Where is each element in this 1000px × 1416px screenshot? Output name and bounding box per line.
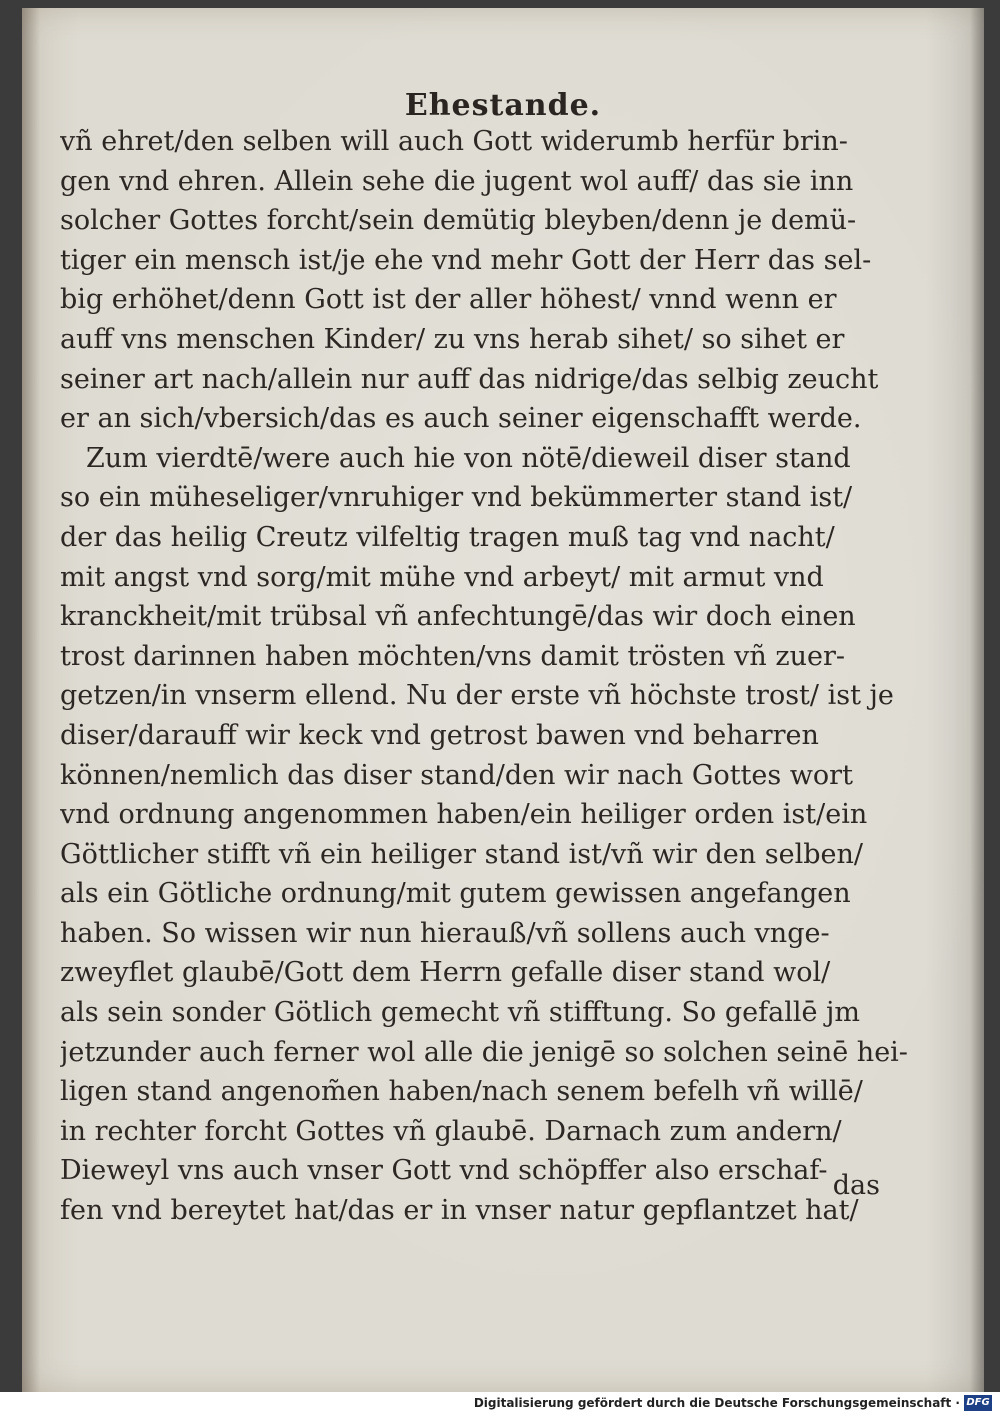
text-line: Göttlicher stifft vñ ein heiliger stand ist/vñ wir den selben/ bbox=[60, 838, 863, 870]
text-line: solcher Gottes forcht/sein demütig bleyben/denn je demü- bbox=[60, 205, 857, 237]
gutter-shadow bbox=[22, 8, 40, 1392]
text-line: mit angst vnd sorg/mit mühe vnd arbeyt/ mit armut vnd bbox=[60, 561, 824, 593]
text-line: so ein müheseliger/vnruhiger vnd bekümmerter stand ist/ bbox=[60, 482, 853, 514]
text-line: können/nemlich das diser stand/den wir nach Gottes wort bbox=[60, 759, 853, 791]
text-line: vñ ehret/den selben will auch Gott widerumb herfür brin- bbox=[60, 126, 848, 157]
text-line: Dieweyl vns auch vnser Gott vnd schöpffer also erschaf- bbox=[60, 1155, 828, 1187]
paragraph-start-line: Zum vierdtē/were auch hie von nötē/dieweil diser stand bbox=[86, 442, 851, 474]
text-line: fen vnd bereytet hat/das er in vnser natur gepflantzet hat/ bbox=[60, 1195, 859, 1227]
dfg-logo: DFG bbox=[964, 1395, 992, 1411]
text-line: als ein Götliche ordnung/mit gutem gewissen angefangen bbox=[60, 878, 851, 910]
text-line: zweyflet glaubē/Gott dem Herrn gefalle diser stand wol/ bbox=[60, 957, 831, 989]
text-line: als sein sonder Götlich gemecht vñ stifftung. So gefallē jm bbox=[60, 997, 861, 1029]
text-line: big erhöhet/denn Gott ist der aller höhest/ vnnd wenn er bbox=[60, 284, 837, 316]
funding-credit: Digitalisierung gefördert durch die Deutsche Forschungsgemeinschaft · bbox=[473, 1396, 960, 1410]
body-text bbox=[60, 122, 920, 1231]
text-line: vnd ordnung angenommen haben/ein heiliger orden ist/ein bbox=[60, 799, 868, 831]
footer-bar bbox=[0, 1392, 1000, 1416]
text-line: kranckheit/mit trübsal vñ anfechtungē/das wir doch einen bbox=[60, 601, 856, 633]
text-line: trost darinnen haben möchten/vns damit trösten vñ zuer- bbox=[60, 640, 846, 672]
text-line: in rechter forcht Gottes vñ glaubē. Darnach zum andern/ bbox=[60, 1115, 842, 1147]
text-line: ligen stand angenom̃en haben/nach senem befelh vñ willē/ bbox=[60, 1076, 863, 1108]
text-line: seiner art nach/allein nur auff das nidrige/das selbig zeucht bbox=[60, 363, 879, 395]
text-line: diser/darauff wir keck vnd getrost bawen vnd beharren bbox=[60, 719, 819, 751]
text-line: der das heilig Creutz vilfeltig tragen muß tag vnd nacht/ bbox=[60, 521, 835, 553]
running-title: Ehestande. bbox=[404, 88, 602, 123]
text-line: jetzunder auch ferner wol alle die jenigē so solchen seinē hei- bbox=[60, 1036, 908, 1068]
text-line: er an sich/vbersich/das es auch seiner eigenschafft werde. bbox=[60, 403, 862, 435]
page-edge bbox=[970, 8, 984, 1392]
text-line: auff vns menschen Kinder/ zu vns herab sihet/ so sihet er bbox=[60, 323, 845, 355]
text-line: getzen/in vnserm ellend. Nu der erste vñ höchste trost/ ist je bbox=[60, 680, 894, 712]
catchword: das bbox=[832, 1170, 880, 1201]
text-line: gen vnd ehren. Allein sehe die jugent wol auff/ das sie inn bbox=[60, 165, 854, 197]
text-line: tiger ein mensch ist/je ehe vnd mehr Gott der Herr das sel- bbox=[60, 244, 872, 276]
text-line: haben. So wissen wir nun hierauß/vñ sollens auch vnge- bbox=[60, 917, 830, 949]
